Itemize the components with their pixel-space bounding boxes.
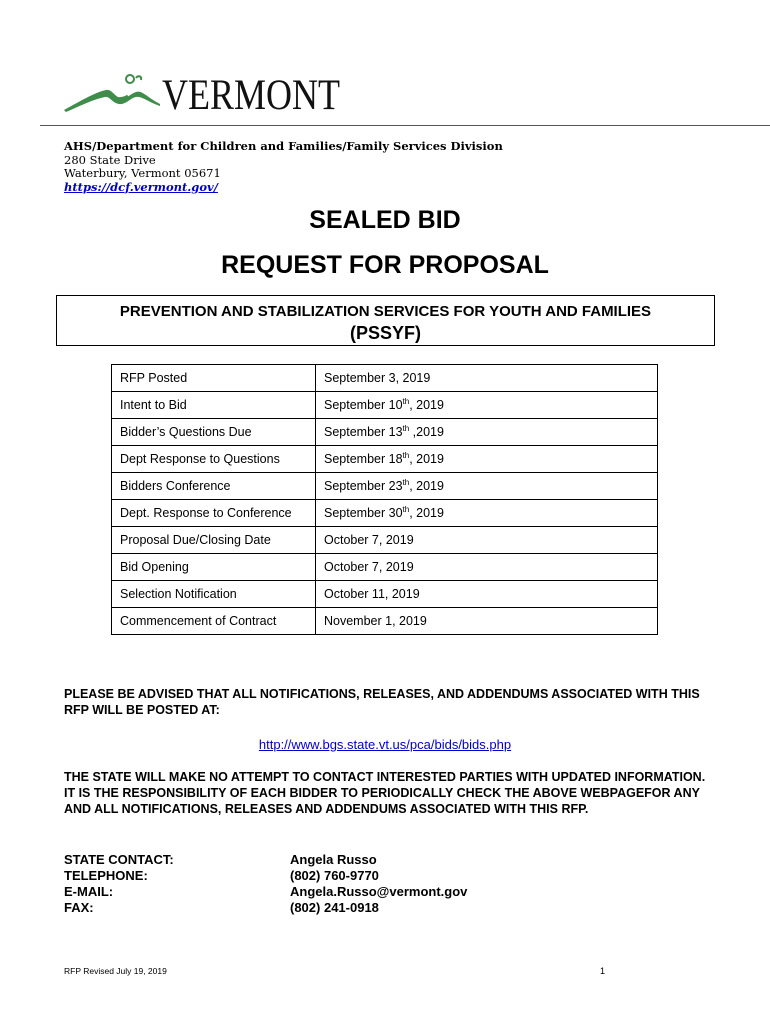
schedule-event: Intent to Bid <box>112 392 316 419</box>
table-row <box>112 608 658 635</box>
schedule-date: September 13th ,2019 <box>316 419 658 446</box>
schedule-event: Commencement of Contract <box>112 608 316 635</box>
document-title-sealed-bid: SEALED BID <box>309 206 461 234</box>
contact-name: Angela Russo <box>290 852 377 867</box>
schedule-date: September 3, 2019 <box>316 365 658 392</box>
telephone-label: TELEPHONE: <box>64 868 148 883</box>
email-label: E-MAIL: <box>64 884 114 899</box>
header-divider <box>40 125 770 126</box>
schedule-event: Bidders Conference <box>112 473 316 500</box>
table-row <box>112 365 658 392</box>
table-row <box>112 473 658 500</box>
table-row <box>112 581 658 608</box>
schedule-date: October 11, 2019 <box>316 581 658 608</box>
schedule-date: October 7, 2019 <box>316 554 658 581</box>
document-title-rfp: REQUEST FOR PROPOSAL <box>221 251 549 279</box>
contact-values <box>290 852 467 916</box>
street-address: 280 State Drive <box>64 152 156 167</box>
schedule-event: Selection Notification <box>112 581 316 608</box>
city-state-zip: Waterbury, Vermont 05671 <box>64 166 221 180</box>
program-title-box <box>56 295 715 346</box>
svg-text:VERMONT: VERMONT <box>162 72 340 119</box>
schedule-event: Dept. Response to Conference <box>112 500 316 527</box>
bids-website-link[interactable]: http://www.bgs.state.vt.us/pca/bids/bids.php <box>258 737 512 752</box>
schedule-event: Dept Response to Questions <box>112 446 316 473</box>
sender-address <box>64 140 503 194</box>
schedule-date: November 1, 2019 <box>316 608 658 635</box>
table-row <box>112 554 658 581</box>
vermont-logo <box>62 70 342 119</box>
schedule-event: Bidder’s Questions Due <box>112 419 316 446</box>
schedule-table <box>111 364 658 635</box>
department-website-link[interactable]: https://dcf.vermont.gov/ <box>64 179 218 194</box>
schedule-date: October 7, 2019 <box>316 527 658 554</box>
schedule-event: RFP Posted <box>112 365 316 392</box>
schedule-date: September 18th, 2019 <box>316 446 658 473</box>
schedule-event: Proposal Due/Closing Date <box>112 527 316 554</box>
table-row <box>112 527 658 554</box>
contact-fax: (802) 241-0918 <box>290 900 379 915</box>
contact-email[interactable]: Angela.Russo@vermont.gov <box>290 884 468 899</box>
schedule-date: September 10th, 2019 <box>316 392 658 419</box>
footer-revision-date: RFP Revised July 19, 2019 <box>64 966 167 976</box>
program-acronym: (PSSYF) <box>349 323 421 343</box>
table-row <box>112 500 658 527</box>
responsibility-notice: THE STATE WILL MAKE NO ATTEMPT TO CONTACT INTERESTED PARTIES WITH UPDATED INFORMATION. IT IS THE RESPONSIBILITY OF EACH BIDDER TO PERIODICALLY CHECK THE ABOVE WEBPAGEFOR ANY AND ALL NOTIFICATIONS, RELEASES AND ADDENDUMS ASSOCIATED WITH THIS RFP. <box>64 770 706 816</box>
fax-label: FAX: <box>64 900 94 915</box>
table-row <box>112 446 658 473</box>
schedule-event: Bid Opening <box>112 554 316 581</box>
contact-telephone: (802) 760-9770 <box>290 868 379 883</box>
table-row <box>112 419 658 446</box>
vermont-mountain-logo-icon <box>62 70 342 119</box>
department-name: AHS/Department for Children and Families/Family Services Division <box>64 139 503 153</box>
schedule-date: September 23th, 2019 <box>316 473 658 500</box>
state-contact-label: STATE CONTACT: <box>64 852 174 867</box>
schedule-date: September 30th, 2019 <box>316 500 658 527</box>
program-name: PREVENTION AND STABILIZATION SERVICES FOR YOUTH AND FAMILIES <box>119 303 652 320</box>
page-number: 1 <box>600 966 606 976</box>
posting-notice: PLEASE BE ADVISED THAT ALL NOTIFICATIONS, RELEASES, AND ADDENDUMS ASSOCIATED WITH THIS RFP WILL BE POSTED AT: <box>64 687 700 717</box>
table-row <box>112 392 658 419</box>
contact-labels <box>64 852 174 916</box>
